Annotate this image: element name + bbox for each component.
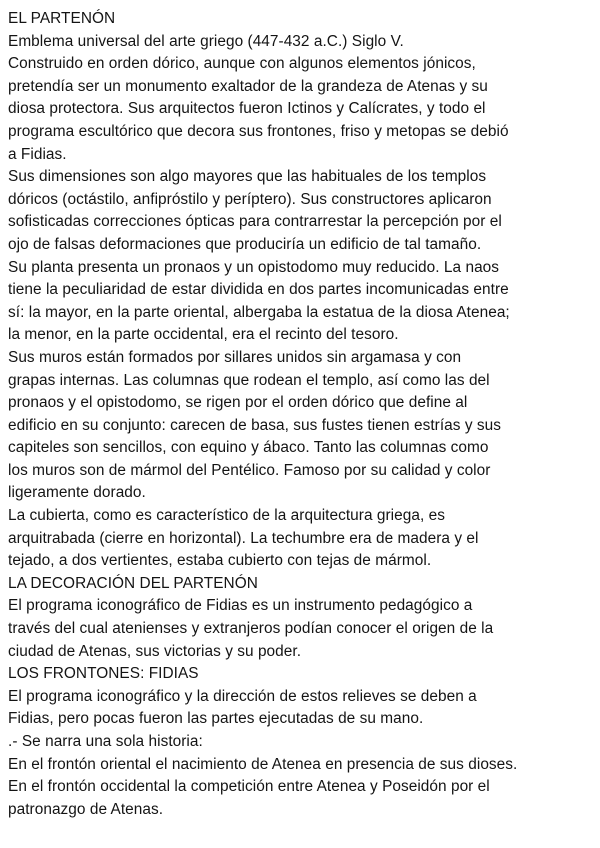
plan-line-1: Su planta presenta un pronaos y un opistodomo muy reducido. La naos (8, 258, 500, 276)
frontones-line-1: El programa iconográfico y la dirección de estos relieves se deben a (8, 687, 477, 705)
frontones-line-2: Fidias, pero pocas fueron las partes ejecutadas de su mano. (8, 710, 424, 728)
walls-line-2: grapas internas. Las columnas que rodean el templo, así como las del (8, 371, 490, 389)
walls-line-6: los muros son de mármol del Pentélico. Famoso por su calidad y color (8, 461, 491, 479)
dimensions-line-2: dóricos (octástilo, anfipróstilo y períptero). Sus constructores aplicaron (8, 190, 492, 208)
roof-line-3: tejado, a dos vertientes, estaba cubierto con tejas de mármol. (8, 552, 432, 570)
frontones-line-5: En el frontón occidental la competición entre Atenea y Poseidón por el (8, 778, 490, 796)
intro-line-5: a Fidias. (8, 145, 67, 163)
roof-line-2: arquitrabada (cierre en horizontal). La techumbre era de madera y el (8, 529, 479, 547)
subtitle-line: Emblema universal del arte griego (447-432 a.C.) Siglo V. (8, 32, 404, 50)
intro-line-3: diosa protectora. Sus arquitectos fueron Ictinos y Calícrates, y todo el (8, 100, 486, 118)
walls-line-1: Sus muros están formados por sillares unidos sin argamasa y con (8, 348, 462, 366)
walls-line-3: pronaos y el opistodomo, se rigen por el orden dórico que define al (8, 394, 468, 412)
walls-line-5: capiteles son sencillos, con equino y ábaco. Tanto las columnas como (8, 439, 489, 457)
plan-line-4: la menor, en la parte occidental, era el recinto del tesoro. (8, 326, 399, 344)
intro-line-2: pretendía ser un monumento exaltador de la grandeza de Atenas y su (8, 77, 488, 95)
walls-line-7: ligeramente dorado. (8, 484, 146, 502)
frontones-line-3: .- Se narra una sola historia: (8, 733, 203, 750)
intro-line-4: programa escultórico que decora sus frontones, friso y metopas se debió (8, 122, 509, 140)
plan-line-3: sí: la mayor, en la parte oriental, albergaba la estatua de la diosa Atenea; (8, 303, 510, 321)
roof-line-1: La cubierta, como es característico de la arquitectura griega, es (8, 507, 445, 525)
dimensions-line-1: Sus dimensiones son algo mayores que las habituales de los templos (8, 168, 487, 186)
dimensions-line-3: sofisticadas correcciones ópticas para contrarrestar la percepción por el (8, 213, 502, 231)
frontones-line-6: patronazgo de Atenas. (8, 800, 164, 818)
dimensions-line-4: ojo de falsas deformaciones que produciría un edificio de tal tamaño. (8, 235, 482, 253)
walls-line-4: edificio en su conjunto: carecen de basa, sus fustes tienen estrías y sus (8, 416, 502, 434)
page-title: EL PARTENÓN (8, 10, 116, 27)
decoration-line-2: través del cual atenienses y extranjeros podían conocer el origen de la (8, 620, 494, 638)
decoration-line-3: ciudad de Atenas, sus victorias y su poder. (8, 642, 302, 660)
frontones-line-4: En el frontón oriental el nacimiento de Atenea en presencia de sus dioses. (8, 755, 518, 773)
section-heading-frontones: LOS FRONTONES: FIDIAS (8, 665, 199, 683)
plan-line-2: tiene la peculiaridad de estar dividida en dos partes incomunicadas entre (8, 281, 509, 299)
decoration-line-1: El programa iconográfico de Fidias es un instrumento pedagógico a (8, 597, 473, 615)
intro-line-1: Construido en orden dórico, aunque con algunos elementos jónicos, (8, 55, 476, 73)
document-page (8, 8, 598, 821)
section-heading-decoration: LA DECORACIÓN DEL PARTENÓN (8, 574, 258, 592)
